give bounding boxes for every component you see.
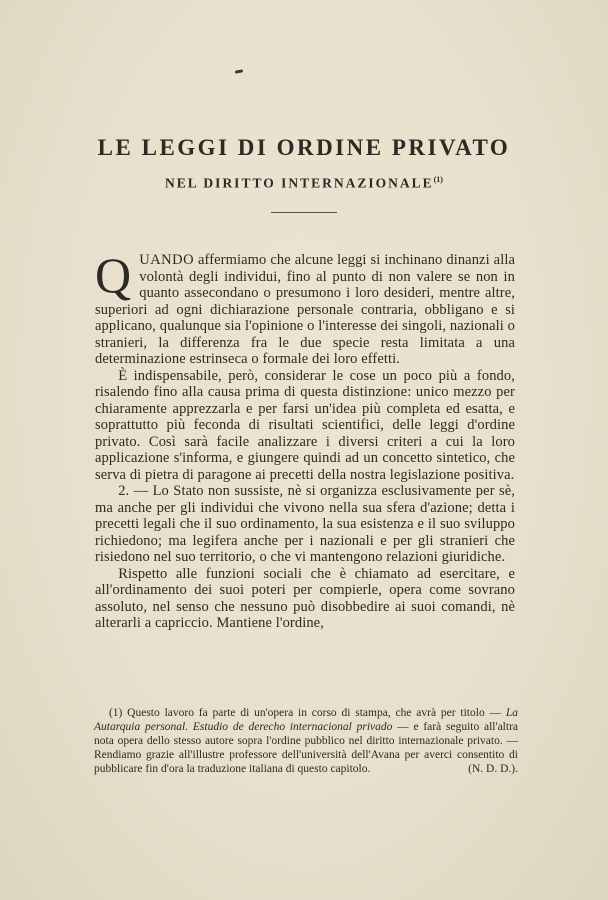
footnote-text-1: (1) Questo lavoro fa parte di un'opera in corso di stampa, che avrà per titolo — [108,707,506,719]
lead-word-caps: UANDO [139,252,195,268]
footnote-reference-marker: (1) [433,175,443,184]
body-text [95,247,515,632]
paragraph-1 [95,247,515,368]
paragraph-3: 2. — Lo Stato non sussiste, nè si organizza esclusivamente per sè, ma anche per gli individui che vivono nella sua sfera d'azione; detta i precetti legali che il suo ordinamento, la sua esistenza e il suo sviluppo richiedono; ma legifera anche per i nazionali e per gli stranieri che risiedono nel suo territorio, o che vi mantengono relazioni giuridiche. [95,483,515,565]
article-subtitle-text: NEL DIRITTO INTERNAZIONALE [165,175,434,191]
print-artifact-mark [235,69,243,73]
paragraph-4: Rispetto alle funzioni sociali che è chiamato ad esercitare, e all'ordinamento dei suoi poteri per compierle, opera come sovrano assoluto, nel senso che nessuno può disobbedire ai suoi comandi, nè alterarli a capriccio. Mantiene l'ordine, [95,565,515,631]
footnote-block [94,706,518,776]
footnote-book-title: La Autarquia personal. Estudio de derecho internacional privado [94,707,518,733]
dropcap-initial-q: Q [95,247,132,303]
article-title: LE LEGGI DI ORDINE PRIVATO [97,135,511,160]
paragraph-2: È indispensabile, però, considerar le cose un poco più a fondo, risalendo fino alla causa prima di questa distinzione: unico mezzo per chiaramente apprezzarla e per farsi un'idea più completa ed esatta, e soprattutto più feconda di risultati scientifici, delle leggi d'ordine privato. Così sarà facile analizzare i diversi criteri a cui la loro applicazione s'informa, e giungere quindi ad un concetto sintetico, che serva di pietra di paragone ai precetti della nostra legislazione positiva. [95,367,515,483]
footnote-text-2: — e farà seguito all'altra nota opera dello stesso autore sopra l'ordine pubblico nel diritto internazionale privato. — Rendiamo grazie all'illustre professore dell'università dell'Avana per averci consentito di pubblicare fin d'ora la traduzione italiana di questo capitolo. [94,721,518,775]
article-subtitle [0,175,608,192]
divider-rule [271,212,337,213]
footnote-paragraph [94,706,518,776]
paragraph-1-text: affermiamo che alcune leggi si inchinano dinanzi alla volontà degli individui, fino al punto di non valere se non in quanto assecondano o presumono i loro desideri, mentre altre, superiori ad ogni dichiarazione personale contraria, obbligano e si applicano, qualunque sia l'opinione o l'interesse dei singoli, nazionali o stranieri, la differenza fra le due specie resta limitata a una determinazione estrinseca o formale dei loro effetti. [95,252,515,367]
footnote-signature: (N. D. D.). [468,763,518,775]
